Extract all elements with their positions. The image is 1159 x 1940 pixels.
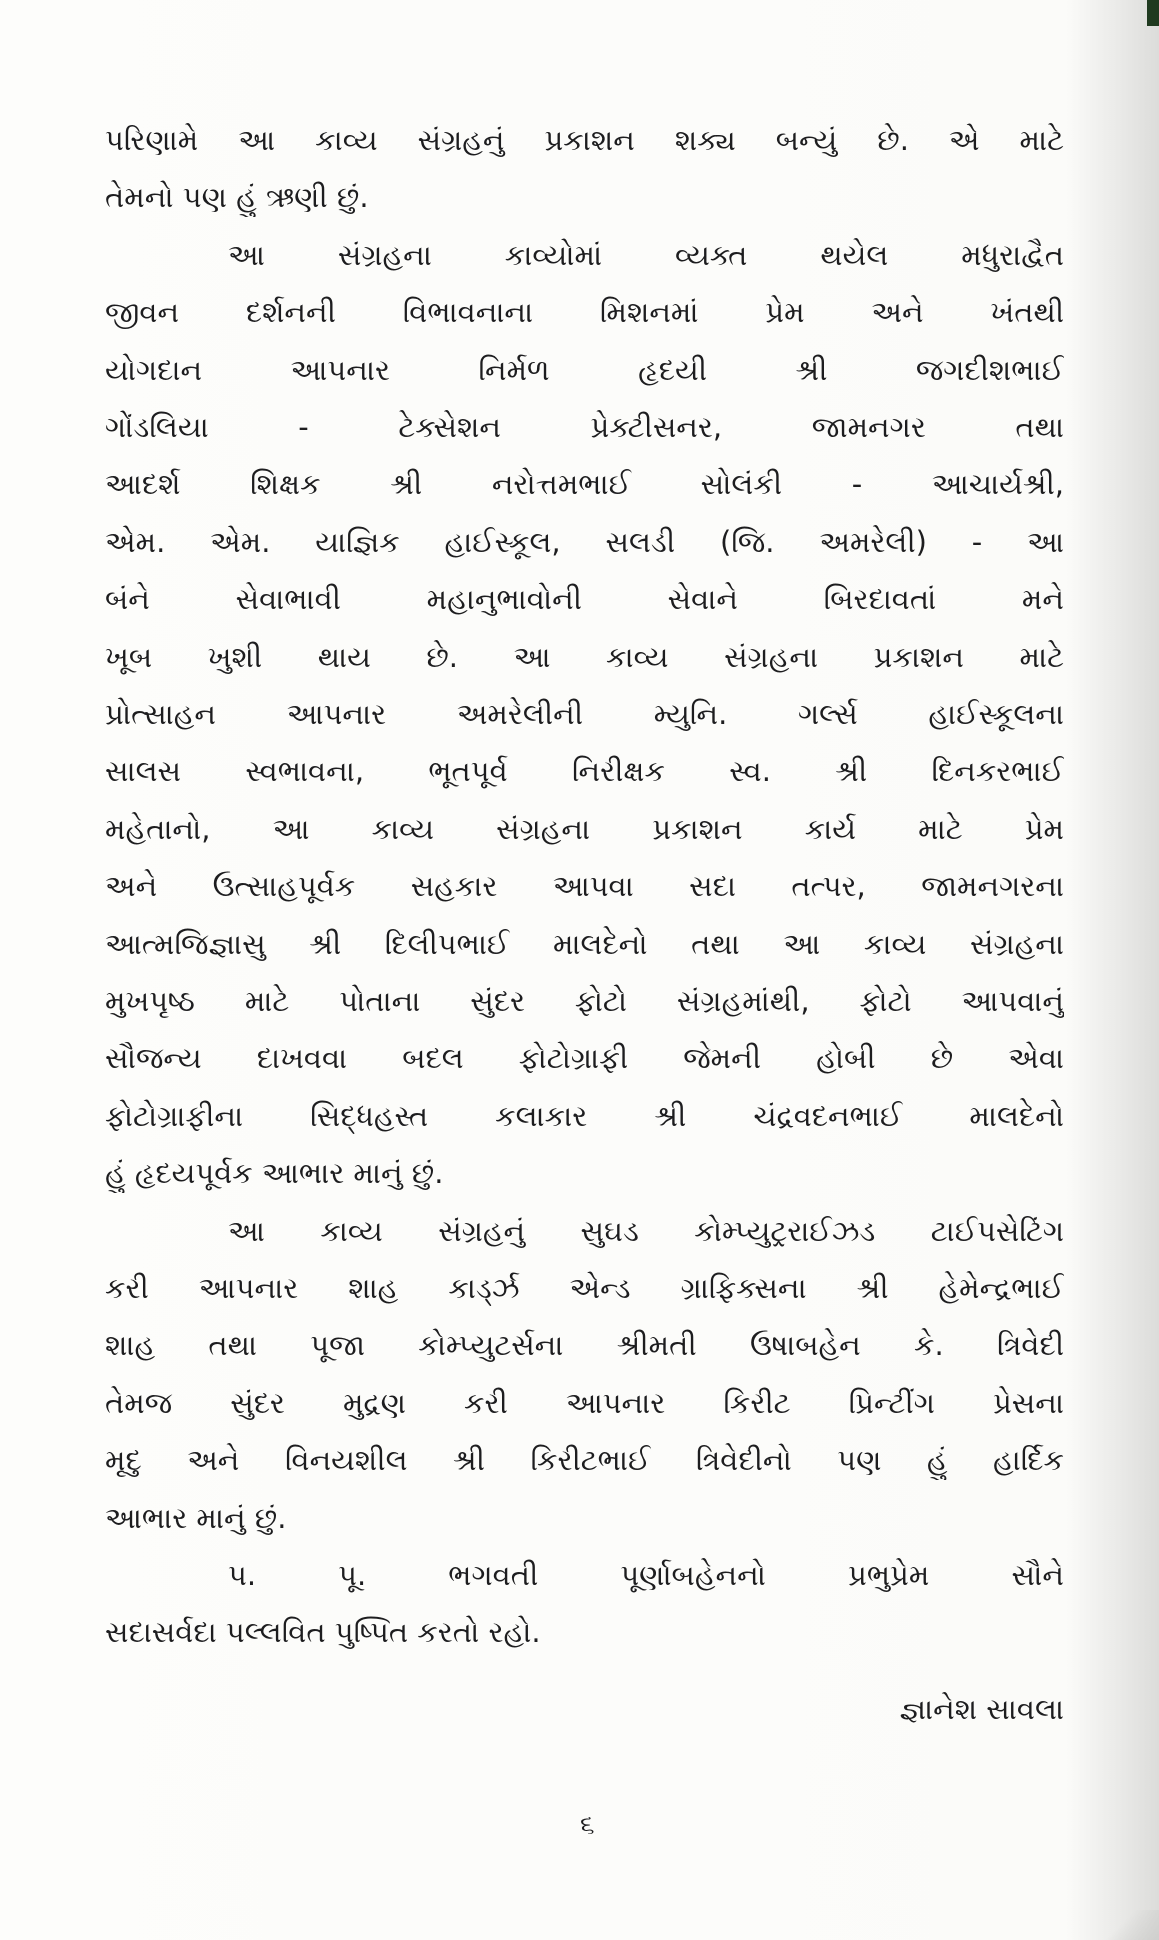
text-line: યોગદાન આપનાર નિર્મળ હૃદયી શ્રી જગદીશભાઈ — [105, 352, 1064, 387]
text-line: શાહ તથા પૂજા કોમ્પ્યુટર્સના શ્રીમતી ઉષાબહેન કે. ત્રિવેદી — [105, 1328, 1064, 1363]
text-line: આદર્શ શિક્ષક શ્રી નરોત્તમભાઈ સોલંકી - આચાર્યશ્રી, — [105, 467, 1064, 502]
text-line: ખૂબ ખુશી થાય છે. આ કાવ્ય સંગ્રહના પ્રકાશન માટે — [105, 639, 1064, 674]
text-line: પ્રોત્સાહન આપનાર અમરેલીની મ્યુનિ. ગર્લ્સ હાઈસ્કૂલના — [105, 697, 1064, 731]
page-corner-shadow — [1099, 1910, 1159, 1940]
text-line: હું હૃદયપૂર્વક આભાર માનું છું. — [105, 1156, 444, 1191]
text-line: બંને સેવાભાવી મહાનુભાવોની સેવાને બિરદાવતાં મને — [105, 582, 1064, 617]
text-line: પરિણામે આ કાવ્ય સંગ્રહનું પ્રકાશન શક્ય બન્યું છે. એ માટે — [105, 123, 1064, 157]
text-line: સાલસ સ્વભાવના, ભૂતપૂર્વ નિરીક્ષક સ્વ. શ્રી દિનકરભાઈ — [105, 754, 1064, 789]
text-line: મુખપૃષ્ઠ માટે પોતાના સુંદર ફોટો સંગ્રહમાંથી, ફોટો આપવાનું — [105, 984, 1064, 1018]
text-line: આ સંગ્રહના કાવ્યોમાં વ્યક્ત થયેલ મધુરાદ્વૈત — [228, 237, 1064, 272]
author-signature: જ્ઞાનેશ સાવલા — [899, 1692, 1064, 1726]
page-number: ૬ — [580, 1810, 595, 1840]
text-line: મહેતાનો, આ કાવ્ય સંગ્રહના પ્રકાશન કાર્ય માટે પ્રેમ — [105, 811, 1064, 846]
text-line: મૃદુ અને વિનયશીલ શ્રી કિરીટભાઈ ત્રિવેદીનો પણ હું હાર્દિક — [105, 1443, 1064, 1478]
text-line: આ કાવ્ય સંગ્રહનું સુઘડ કોમ્પ્યુટ્રરાઈઝડ ટાઈપસેટિંગ — [228, 1213, 1064, 1248]
text-line: આત્મજિજ્ઞાસુ શ્રી દિલીપભાઈ માલદેનો તથા આ કાવ્ય સંગ્રહના — [105, 926, 1064, 961]
text-line: પ. પૂ. ભગવતી પૂર્ણાબહેનનો પ્રભુપ્રેમ સૌને — [228, 1558, 1064, 1592]
text-line: કરી આપનાર શાહ કાર્ડ્ઝ એન્ડ ગ્રાફિક્સના શ્રી હેમેન્દ્રભાઈ — [105, 1271, 1064, 1305]
text-line: સૌજન્ય દાખવવા બદલ ફોટોગ્રાફી જેમની હોબી છે એવા — [105, 1041, 1064, 1076]
text-line: એમ. એમ. યાજ્ઞિક હાઈસ્કૂલ, સલડી (જિ. અમરેલી) - આ — [105, 524, 1064, 559]
text-line: ગોંડલિયા - ટેક્સેશન પ્રેક્ટીસનર, જામનગર તથા — [105, 410, 1064, 444]
scan-edge-mark — [1147, 0, 1159, 26]
text-line: આભાર માનું છું. — [105, 1500, 287, 1535]
text-line: જીવન દર્શનની વિભાવનાના મિશનમાં પ્રેમ અને ખંતથી — [105, 295, 1064, 330]
text-line: તેમજ સુંદર મુદ્રણ કરી આપનાર કિરીટ પ્રિન્ટીંગ પ્રેસના — [105, 1385, 1064, 1420]
text-line: અને ઉત્સાહપૂર્વક સહકાર આપવા સદા તત્પર, જામનગરના — [105, 869, 1064, 904]
text-line: સદાસર્વદા પલ્લવિત પુષ્પિત કરતો રહો. — [105, 1615, 541, 1650]
text-line: ફોટોગ્રાફીના સિદ્ધહસ્ત કલાકાર શ્રી ચંદ્રવદનભાઈ માલદેનો — [105, 1098, 1064, 1133]
text-line: તેમનો પણ હું ઋણી છું. — [105, 180, 369, 215]
